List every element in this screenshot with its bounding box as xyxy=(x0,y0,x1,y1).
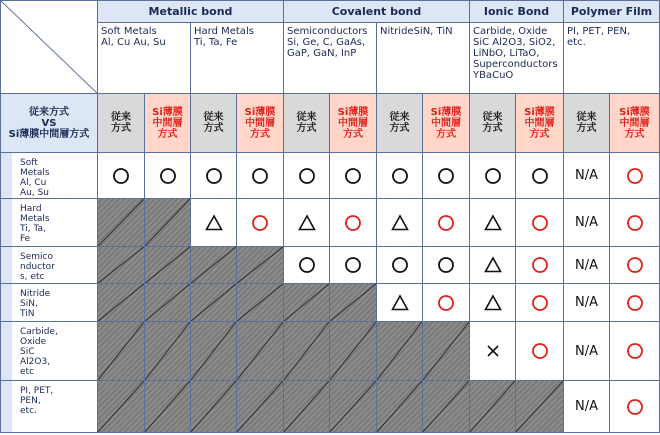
not-applicable-hatched-cell xyxy=(284,380,330,432)
circle-black-icon xyxy=(484,167,502,185)
circle-red-icon xyxy=(626,398,644,416)
result-cell xyxy=(516,152,564,198)
result-cell xyxy=(516,198,564,246)
not-applicable-hatched-cell xyxy=(191,246,237,283)
not-applicable-hatched-cell xyxy=(330,283,377,321)
hatch-diagonal xyxy=(191,381,236,432)
method-conventional: 従来 方式 xyxy=(377,93,423,152)
result-cell xyxy=(377,246,423,283)
corner-diagonal xyxy=(1,1,97,93)
result-cell xyxy=(423,283,470,321)
result-cell xyxy=(470,198,516,246)
table-bottom-border xyxy=(0,432,660,433)
result-cell xyxy=(145,152,191,198)
not-applicable-hatched-cell xyxy=(191,283,237,321)
not-applicable-hatched-cell xyxy=(516,380,564,432)
circle-black-icon xyxy=(391,167,409,185)
result-cell xyxy=(610,283,660,321)
hatch-diagonal xyxy=(237,247,283,283)
sub-header: Carbide, Oxide SiC Al2O3, SiO2, LiNbO, LiTaO, Superconductors YBaCuO xyxy=(470,22,564,93)
hatch-diagonal xyxy=(145,284,190,321)
not-applicable-hatched-cell xyxy=(98,283,145,321)
method-conventional: 従来 方式 xyxy=(564,93,610,152)
sub-header: Soft Metals Al, Cu Au, Su xyxy=(98,22,191,93)
not-applicable-hatched-cell xyxy=(98,321,145,380)
circle-red-icon xyxy=(251,214,269,232)
hatch-diagonal xyxy=(284,322,329,380)
result-cell xyxy=(377,152,423,198)
triangle-icon xyxy=(391,294,409,312)
result-cell xyxy=(610,152,660,198)
row-side-band xyxy=(0,380,12,432)
result-cell xyxy=(98,152,145,198)
circle-black-icon xyxy=(344,256,362,274)
circle-black-icon xyxy=(437,167,455,185)
result-cell xyxy=(470,283,516,321)
result-cell xyxy=(423,198,470,246)
method-si-film: Si薄膜 中間層 方式 xyxy=(423,93,470,152)
result-cell xyxy=(470,321,516,380)
group-header: Covalent bond xyxy=(284,0,470,22)
not-applicable-hatched-cell xyxy=(145,198,191,246)
cross-icon xyxy=(484,342,502,360)
circle-black-icon xyxy=(159,167,177,185)
hatch-diagonal xyxy=(423,381,469,432)
row-label: Soft Metals Al, Cu Au, Su xyxy=(12,152,98,198)
circle-black-icon xyxy=(112,167,130,185)
result-cell xyxy=(423,152,470,198)
group-header: Ionic Bond xyxy=(470,0,564,22)
triangle-icon xyxy=(205,214,223,232)
hatch-diagonal xyxy=(145,381,190,432)
result-cell xyxy=(191,198,237,246)
not-applicable-hatched-cell xyxy=(377,321,423,380)
not-applicable-hatched-cell xyxy=(423,321,470,380)
hatch-diagonal xyxy=(330,322,376,380)
hatch-diagonal xyxy=(98,322,144,380)
method-conventional: 従来 方式 xyxy=(191,93,237,152)
circle-red-icon xyxy=(531,342,549,360)
not-applicable-hatched-cell xyxy=(237,283,284,321)
result-cell xyxy=(284,152,330,198)
row-header-label: 従来方式 VS Si薄膜中間層方式 xyxy=(0,93,98,152)
result-cell xyxy=(610,246,660,283)
hatch-diagonal xyxy=(191,247,236,283)
circle-black-icon xyxy=(251,167,269,185)
circle-black-icon xyxy=(391,256,409,274)
hatch-diagonal xyxy=(145,199,190,246)
result-cell xyxy=(470,246,516,283)
circle-red-icon xyxy=(531,294,549,312)
triangle-icon xyxy=(484,256,502,274)
not-applicable-hatched-cell xyxy=(98,198,145,246)
hatch-diagonal xyxy=(377,322,422,380)
result-cell xyxy=(516,246,564,283)
triangle-icon xyxy=(484,214,502,232)
circle-red-icon xyxy=(626,342,644,360)
na-cell: N/A xyxy=(564,152,610,198)
circle-black-icon xyxy=(531,167,549,185)
result-cell xyxy=(516,283,564,321)
result-cell xyxy=(191,152,237,198)
circle-red-icon xyxy=(437,294,455,312)
not-applicable-hatched-cell xyxy=(145,283,191,321)
circle-red-icon xyxy=(626,214,644,232)
row-label: Hard Metals Ti, Ta, Fe xyxy=(12,198,98,246)
row-side-band xyxy=(0,198,12,246)
result-cell xyxy=(284,246,330,283)
hatch-diagonal xyxy=(377,381,422,432)
not-applicable-hatched-cell xyxy=(284,283,330,321)
row-side-band xyxy=(0,283,12,321)
hatch-diagonal xyxy=(145,322,190,380)
result-cell xyxy=(330,246,377,283)
hatch-diagonal xyxy=(98,247,144,283)
result-cell xyxy=(470,152,516,198)
hatch-diagonal xyxy=(237,284,283,321)
not-applicable-hatched-cell xyxy=(237,246,284,283)
result-cell xyxy=(377,198,423,246)
result-cell xyxy=(377,283,423,321)
triangle-icon xyxy=(391,214,409,232)
na-cell: N/A xyxy=(564,321,610,380)
hatch-diagonal xyxy=(330,381,376,432)
circle-black-icon xyxy=(344,167,362,185)
circle-red-icon xyxy=(626,167,644,185)
hatch-diagonal xyxy=(284,381,329,432)
group-header: Metallic bond xyxy=(98,0,284,22)
circle-black-icon xyxy=(298,256,316,274)
hatch-diagonal xyxy=(191,322,236,380)
method-conventional: 従来 方式 xyxy=(284,93,330,152)
hatch-diagonal xyxy=(516,381,563,432)
not-applicable-hatched-cell xyxy=(98,380,145,432)
hatch-diagonal xyxy=(237,322,283,380)
sub-header: Hard Metals Ti, Ta, Fe xyxy=(191,22,284,93)
not-applicable-hatched-cell xyxy=(237,321,284,380)
not-applicable-hatched-cell xyxy=(191,380,237,432)
not-applicable-hatched-cell xyxy=(330,380,377,432)
not-applicable-hatched-cell xyxy=(470,380,516,432)
result-cell xyxy=(330,198,377,246)
hatch-diagonal xyxy=(330,284,376,321)
method-si-film: Si薄膜 中間層 方式 xyxy=(145,93,191,152)
circle-black-icon xyxy=(437,256,455,274)
hatch-diagonal xyxy=(98,284,144,321)
not-applicable-hatched-cell xyxy=(191,321,237,380)
corner-cell xyxy=(0,0,98,93)
circle-black-icon xyxy=(205,167,223,185)
hatch-diagonal xyxy=(237,381,283,432)
method-si-film: Si薄膜 中間層 方式 xyxy=(610,93,660,152)
row-side-band xyxy=(0,152,12,198)
method-conventional: 従来 方式 xyxy=(470,93,516,152)
result-cell xyxy=(330,152,377,198)
circle-black-icon xyxy=(298,167,316,185)
na-cell: N/A xyxy=(564,198,610,246)
hatch-diagonal xyxy=(191,284,236,321)
circle-red-icon xyxy=(344,214,362,232)
row-side-band xyxy=(0,321,12,380)
result-cell xyxy=(516,321,564,380)
sub-header: NitrideSiN, TiN xyxy=(377,22,470,93)
not-applicable-hatched-cell xyxy=(423,380,470,432)
result-cell xyxy=(284,198,330,246)
circle-red-icon xyxy=(437,214,455,232)
triangle-icon xyxy=(484,294,502,312)
row-label: Carbide, Oxide SiC Al2O3, etc xyxy=(12,321,98,380)
hatch-diagonal xyxy=(423,322,469,380)
circle-red-icon xyxy=(626,294,644,312)
result-cell xyxy=(610,198,660,246)
row-label: PI, PET, PEN, etc. xyxy=(12,380,98,432)
row-side-band xyxy=(0,246,12,283)
hatch-diagonal xyxy=(98,381,144,432)
method-si-film: Si薄膜 中間層 方式 xyxy=(516,93,564,152)
method-si-film: Si薄膜 中間層 方式 xyxy=(330,93,377,152)
not-applicable-hatched-cell xyxy=(237,380,284,432)
row-label: Semico nductor s, etc xyxy=(12,246,98,283)
circle-red-icon xyxy=(531,214,549,232)
na-cell: N/A xyxy=(564,380,610,432)
result-cell xyxy=(610,321,660,380)
not-applicable-hatched-cell xyxy=(284,321,330,380)
hatch-diagonal xyxy=(470,381,515,432)
circle-red-icon xyxy=(531,256,549,274)
result-cell xyxy=(237,198,284,246)
result-cell xyxy=(423,246,470,283)
row-label: Nitride SiN, TiN xyxy=(12,283,98,321)
na-cell: N/A xyxy=(564,283,610,321)
not-applicable-hatched-cell xyxy=(377,380,423,432)
not-applicable-hatched-cell xyxy=(98,246,145,283)
result-cell xyxy=(610,380,660,432)
sub-header: Semiconductors Si, Ge, C, GaAs, GaP, GaN, InP xyxy=(284,22,377,93)
na-cell: N/A xyxy=(564,246,610,283)
method-conventional: 従来 方式 xyxy=(98,93,145,152)
hatch-diagonal xyxy=(284,284,329,321)
result-cell xyxy=(237,152,284,198)
not-applicable-hatched-cell xyxy=(145,246,191,283)
sub-header: PI, PET, PEN, etc. xyxy=(564,22,660,93)
triangle-icon xyxy=(298,214,316,232)
not-applicable-hatched-cell xyxy=(145,380,191,432)
not-applicable-hatched-cell xyxy=(330,321,377,380)
group-header: Polymer Film xyxy=(564,0,660,22)
hatch-diagonal xyxy=(98,199,144,246)
hatch-diagonal xyxy=(145,247,190,283)
method-si-film: Si薄膜 中間層 方式 xyxy=(237,93,284,152)
not-applicable-hatched-cell xyxy=(145,321,191,380)
circle-red-icon xyxy=(626,256,644,274)
